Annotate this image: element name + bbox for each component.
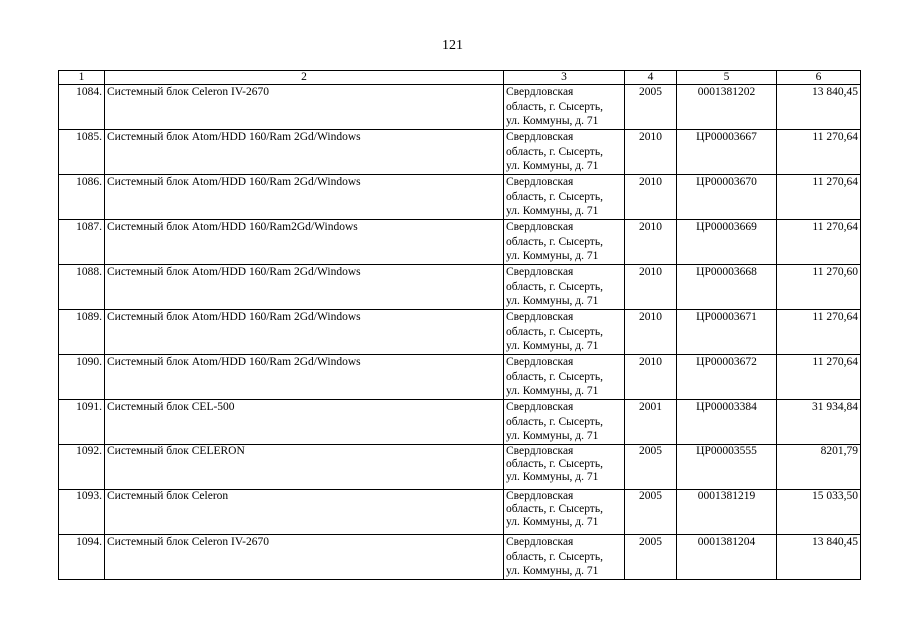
address-line: ул. Коммуны, д. 71 (506, 205, 599, 217)
item-name: Системный блок CEL-500 (105, 400, 504, 445)
item-inventory-number: ЦР00003384 (677, 400, 777, 445)
address-line: ул. Коммуны, д. 71 (506, 471, 599, 483)
table-row (59, 355, 861, 400)
item-inventory-number: ЦР00003669 (677, 220, 777, 265)
item-cost: 11 270,60 (777, 265, 861, 310)
item-address (504, 445, 625, 490)
header-col-4: 4 (625, 71, 677, 85)
header-col-1: 1 (59, 71, 105, 85)
address-line: Свердловская (506, 311, 574, 323)
item-year: 2005 (625, 445, 677, 490)
item-year: 2010 (625, 355, 677, 400)
item-cost: 11 270,64 (777, 310, 861, 355)
item-name: Системный блок Atom/HDD 160/Ram 2Gd/Windows (105, 175, 504, 220)
row-number: 1089. (59, 310, 105, 355)
item-address (504, 85, 625, 130)
page-number: 121 (442, 38, 463, 53)
item-year: 2010 (625, 265, 677, 310)
header-col-2: 2 (105, 71, 504, 85)
table-row (59, 265, 861, 310)
row-number: 1086. (59, 175, 105, 220)
item-year: 2001 (625, 400, 677, 445)
address-line: Свердловская (506, 356, 574, 368)
table-row (59, 85, 861, 130)
row-number: 1092. (59, 445, 105, 490)
item-year: 2005 (625, 535, 677, 580)
item-cost: 31 934,84 (777, 400, 861, 445)
item-cost: 11 270,64 (777, 175, 861, 220)
table-row (59, 130, 861, 175)
address-line: область, г. Сысерть, (506, 280, 603, 293)
address-line: область, г. Сысерть, (506, 415, 603, 428)
address-line: Свердловская (506, 131, 574, 143)
property-table (58, 70, 861, 580)
item-name: Системный блок Celeron (105, 490, 504, 535)
address-line: область, г. Сысерть, (506, 550, 603, 563)
item-cost: 11 270,64 (777, 355, 861, 400)
table-row (59, 310, 861, 355)
address-line: Свердловская (506, 536, 574, 548)
address-line: Свердловская (506, 86, 574, 98)
table-row (59, 445, 861, 490)
row-number: 1085. (59, 130, 105, 175)
item-name: Системный блок Celeron IV-2670 (105, 535, 504, 580)
item-year: 2010 (625, 220, 677, 265)
row-number: 1091. (59, 400, 105, 445)
item-name: Системный блок Atom/HDD 160/Ram 2Gd/Windows (105, 310, 504, 355)
address-line: область, г. Сысерть, (506, 100, 603, 113)
item-year: 2010 (625, 175, 677, 220)
address-line: Свердловская (506, 266, 574, 278)
item-cost: 13 840,45 (777, 85, 861, 130)
item-inventory-number: ЦР00003672 (677, 355, 777, 400)
item-inventory-number: 0001381202 (677, 85, 777, 130)
item-inventory-number: ЦР00003671 (677, 310, 777, 355)
row-number: 1093. (59, 490, 105, 535)
item-inventory-number: ЦР00003670 (677, 175, 777, 220)
row-number: 1087. (59, 220, 105, 265)
item-inventory-number: 0001381219 (677, 490, 777, 535)
table-row (59, 175, 861, 220)
item-address (504, 130, 625, 175)
table-row (59, 490, 861, 535)
address-line: область, г. Сысерть, (506, 458, 603, 470)
item-name: Системный блок Atom/HDD 160/Ram 2Gd/Windows (105, 265, 504, 310)
address-line: ул. Коммуны, д. 71 (506, 250, 599, 262)
address-line: область, г. Сысерть, (506, 235, 603, 248)
item-address (504, 220, 625, 265)
item-year: 2005 (625, 85, 677, 130)
item-name: Системный блок Atom/HDD 160/Ram 2Gd/Windows (105, 355, 504, 400)
address-line: ул. Коммуны, д. 71 (506, 516, 599, 528)
address-line: область, г. Сысерть, (506, 190, 603, 203)
address-line: ул. Коммуны, д. 71 (506, 385, 599, 397)
address-line: область, г. Сысерть, (506, 370, 603, 383)
item-name: Системный блок Atom/HDD 160/Ram 2Gd/Windows (105, 130, 504, 175)
address-line: область, г. Сысерть, (506, 145, 603, 158)
address-line: Свердловская (506, 445, 574, 457)
item-address (504, 490, 625, 535)
item-inventory-number: 0001381204 (677, 535, 777, 580)
item-address (504, 535, 625, 580)
item-address (504, 310, 625, 355)
item-cost: 13 840,45 (777, 535, 861, 580)
item-cost: 8201,79 (777, 445, 861, 490)
address-line: Свердловская (506, 221, 574, 233)
row-number: 1088. (59, 265, 105, 310)
item-address (504, 355, 625, 400)
address-line: ул. Коммуны, д. 71 (506, 430, 599, 442)
item-year: 2010 (625, 130, 677, 175)
item-address (504, 400, 625, 445)
address-line: Свердловская (506, 490, 574, 502)
row-number: 1094. (59, 535, 105, 580)
table-row (59, 535, 861, 580)
item-address (504, 265, 625, 310)
address-line: Свердловская (506, 176, 574, 188)
address-line: область, г. Сысерть, (506, 503, 603, 515)
item-cost: 11 270,64 (777, 130, 861, 175)
item-inventory-number: ЦР00003667 (677, 130, 777, 175)
item-year: 2010 (625, 310, 677, 355)
address-line: ул. Коммуны, д. 71 (506, 295, 599, 307)
address-line: ул. Коммуны, д. 71 (506, 340, 599, 352)
row-number: 1090. (59, 355, 105, 400)
item-year: 2005 (625, 490, 677, 535)
address-line: область, г. Сысерть, (506, 325, 603, 338)
address-line: ул. Коммуны, д. 71 (506, 115, 599, 127)
address-line: ул. Коммуны, д. 71 (506, 565, 599, 577)
item-address (504, 175, 625, 220)
item-name: Системный блок CELERON (105, 445, 504, 490)
address-line: ул. Коммуны, д. 71 (506, 160, 599, 172)
header-col-3: 3 (504, 71, 625, 85)
header-col-5: 5 (677, 71, 777, 85)
header-row (59, 71, 861, 85)
address-line: Свердловская (506, 401, 574, 413)
item-cost: 11 270,64 (777, 220, 861, 265)
item-inventory-number: ЦР00003555 (677, 445, 777, 490)
table-row (59, 400, 861, 445)
row-number: 1084. (59, 85, 105, 130)
item-name: Системный блок Atom/HDD 160/Ram2Gd/Windows (105, 220, 504, 265)
table-row (59, 220, 861, 265)
header-col-6: 6 (777, 71, 861, 85)
item-inventory-number: ЦР00003668 (677, 265, 777, 310)
item-cost: 15 033,50 (777, 490, 861, 535)
item-name: Системный блок Celeron IV-2670 (105, 85, 504, 130)
